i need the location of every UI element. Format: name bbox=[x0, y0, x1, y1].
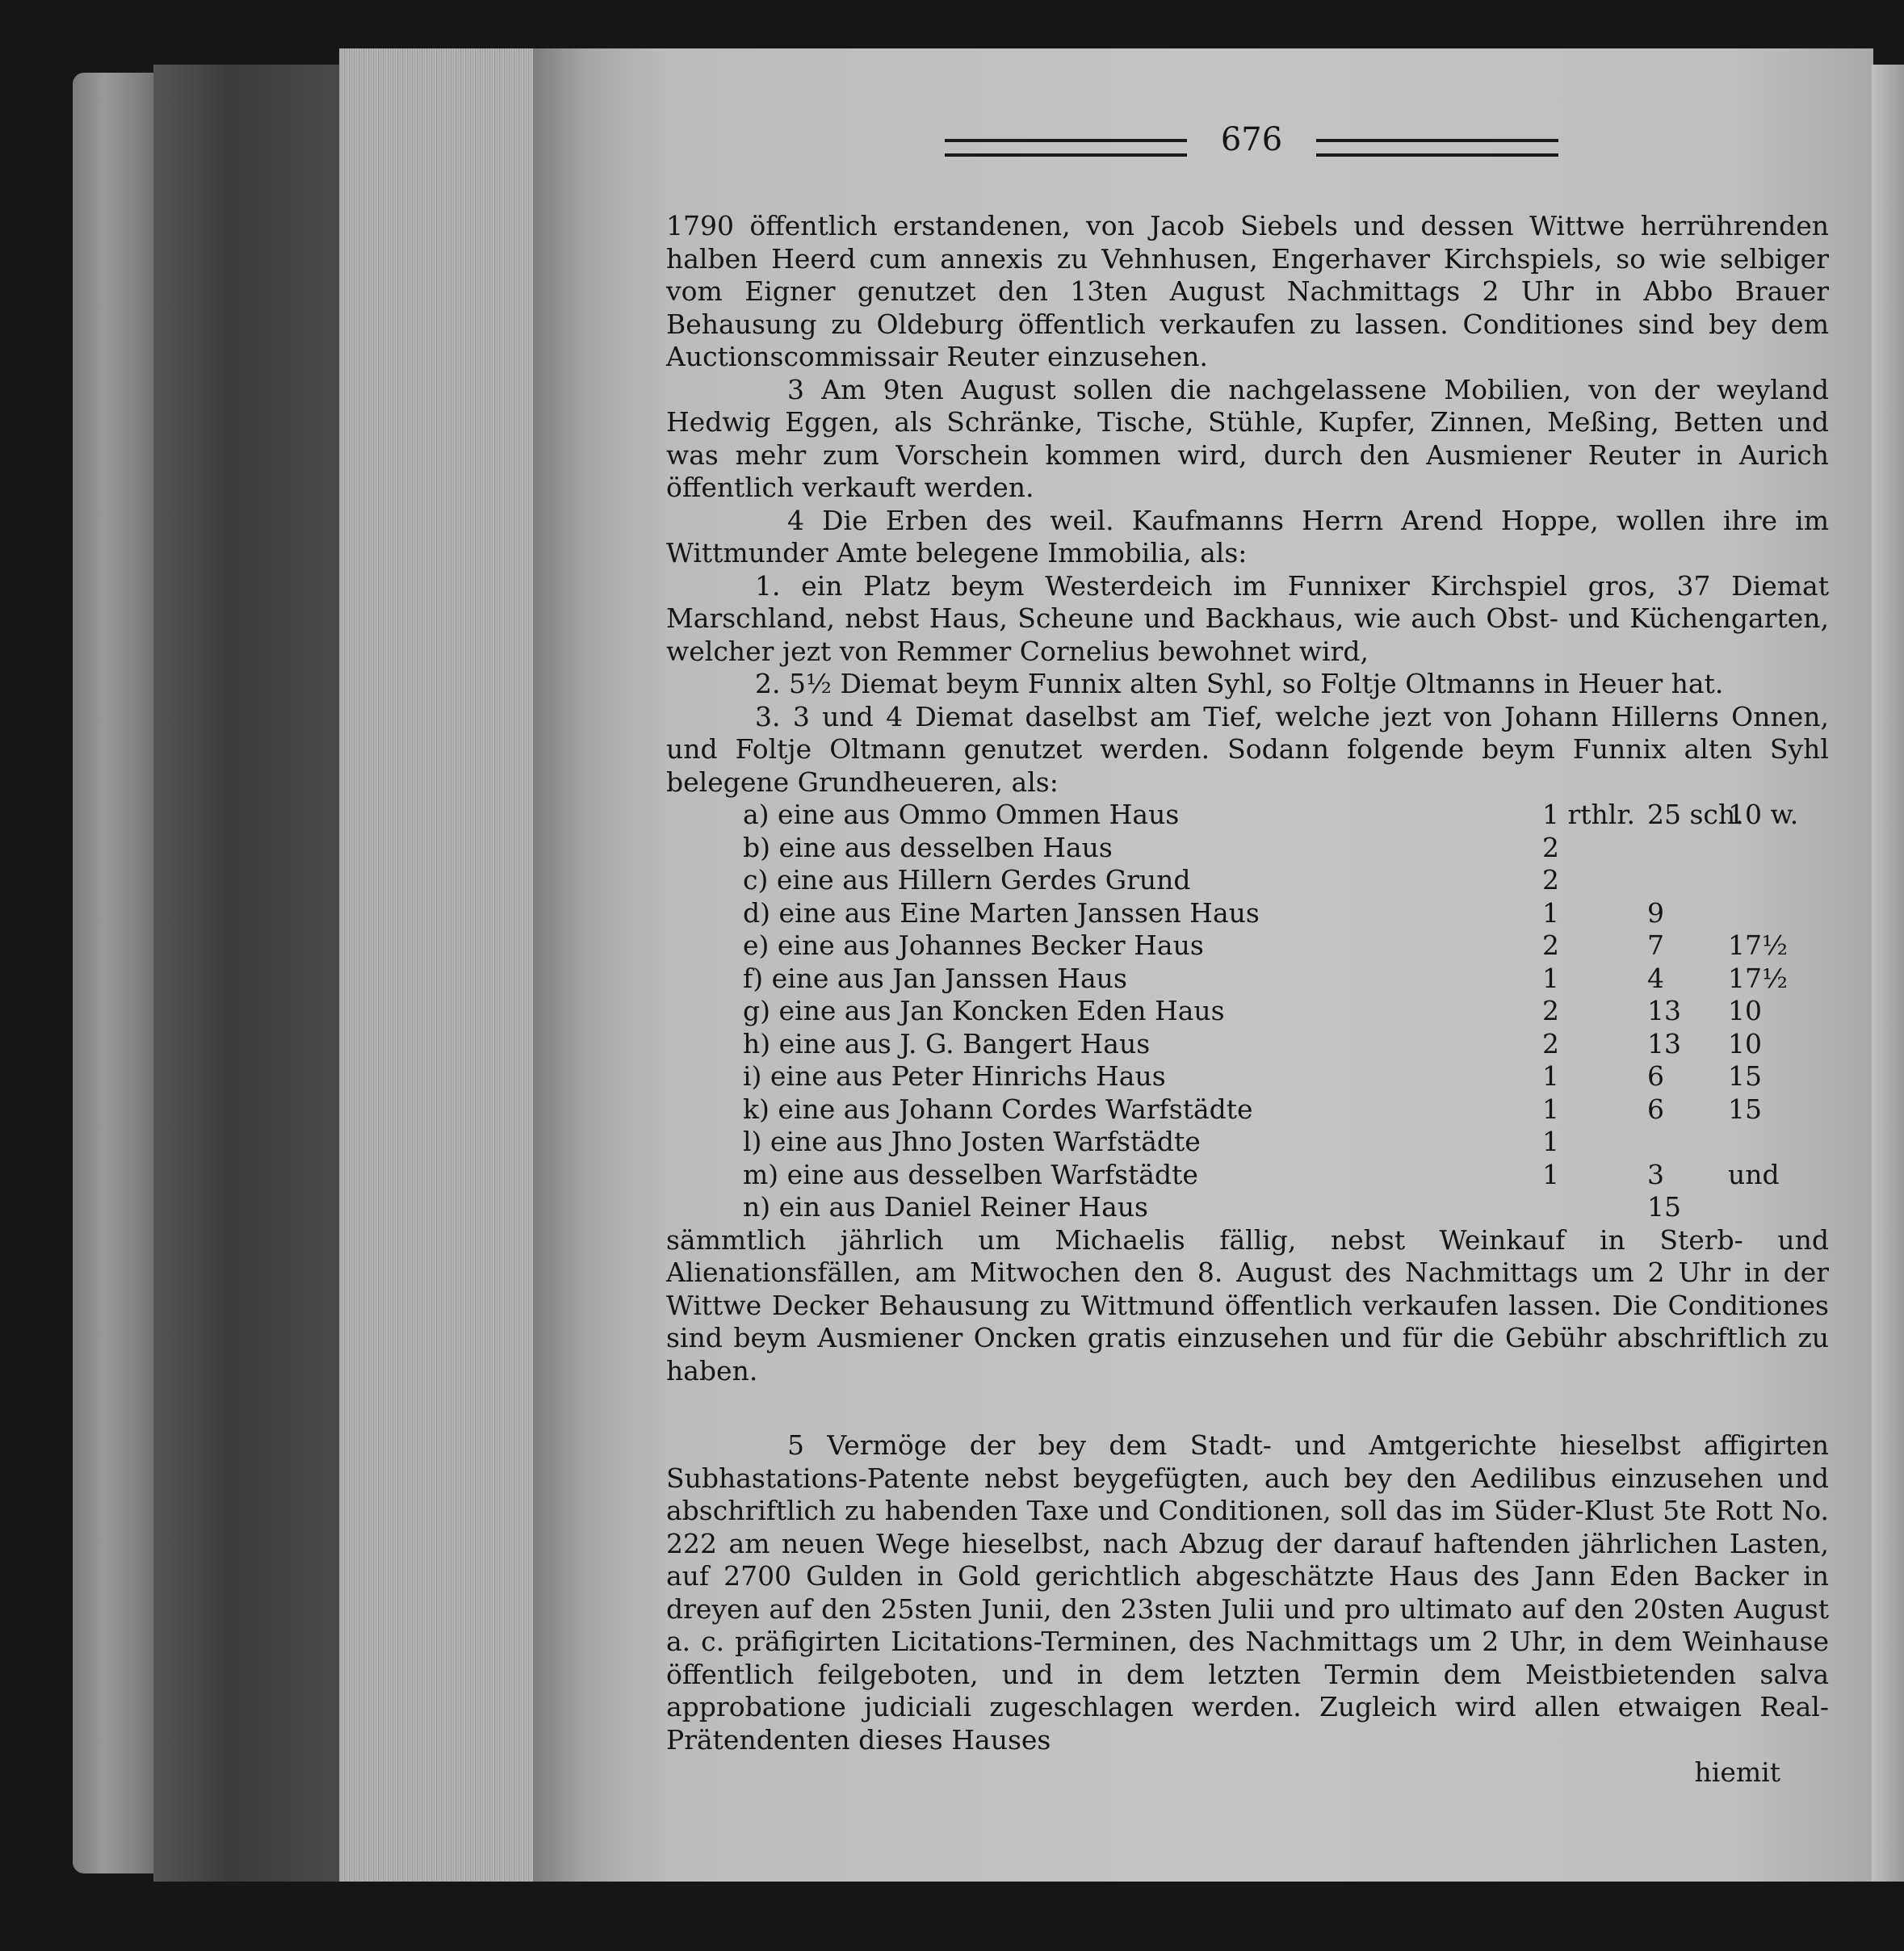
page-body bbox=[666, 210, 1829, 1789]
table-row: m) eine aus desselben Warfstädte 1 3 und bbox=[743, 1158, 1780, 1190]
page-header bbox=[945, 121, 1558, 170]
paragraph-after-table: sämmtlich jährlich um Michaelis fällig, nebst Weinkauf in Sterb- und Alienationsfällen, am Mitwochen den 8. August des Nachmittags um 2 Uhr in der Wittwe Decker Behausung zu Wittmund öffentlich verkaufen lassen. Die Conditiones sind beym Ausmiener Oncken gratis einzusehen und für die Gebühr abschriftlich zu haben. bbox=[666, 1223, 1829, 1387]
list-item-2: 2. 5½ Diemat beym Funnix alten Syhl, so Foltje Oltmanns in Heuer hat. bbox=[755, 668, 1724, 699]
table-row: d) eine aus Eine Marten Janssen Haus 1 9 bbox=[743, 896, 1664, 929]
table-row: k) eine aus Johann Cordes Warfstädte 1 6 15 bbox=[743, 1093, 1762, 1125]
table-row: e) eine aus Johannes Becker Haus 2 7 17½ bbox=[743, 929, 1788, 961]
list-item-1: 1. ein Platz beym Westerdeich im Funnixer Kirchspiel gros, 37 Diemat Marschland, nebst Haus, Scheune und Backhaus, wie auch Obst- und Küchengarten, welcher jezt von Remmer Cornelius bewohnet wird, bbox=[666, 569, 1829, 667]
table-row: f) eine aus Jan Janssen Haus 1 4 17½ bbox=[743, 962, 1788, 994]
table-row: a) eine aus Ommo Ommen Haus 1 rthlr. 25 sch. 10 w. bbox=[743, 799, 1799, 830]
page-number: 676 bbox=[1220, 121, 1283, 158]
paragraph-continued: 1790 öffentlich erstandenen, von Jacob Siebels und dessen Wittwe herrührenden halben Heerd cum annexis zu Vehnhusen, Engerhaver Kirchspiels, so wie selbiger vom Eigner genutzet den 13ten August Nachmittags 2 Uhr in Abbo Brauer Behausung zu Oldeburg öffentlich verkaufen zu lassen. Conditiones sind bey dem Auctionscommissair Reuter einzusehen. bbox=[666, 210, 1829, 372]
book-cover bbox=[73, 73, 161, 1873]
table-row: h) eine aus J. G. Bangert Haus 2 13 10 bbox=[743, 1027, 1762, 1059]
table-row: c) eine aus Hillern Gerdes Grund 2 bbox=[743, 864, 1559, 896]
page-edges bbox=[339, 48, 541, 1882]
table-row: g) eine aus Jan Koncken Eden Haus 2 13 10 bbox=[743, 995, 1762, 1026]
paragraph-gap bbox=[666, 1387, 1829, 1429]
list-item-3: 3. 3 und 4 Diemat daselbst am Tief, welche jezt von Johann Hillerns Onnen, und Foltje Oltmann genutzet werden. Sodann folgende beym Funnix alten Syhl belegene Grundheueren, als: bbox=[666, 700, 1829, 798]
header-rule-right bbox=[1316, 139, 1558, 157]
paragraph-4: 4 Die Erben des weil. Kaufmanns Herrn Arend Hoppe, wollen ihre im Wittmunder Amte belegene Immobilia, als: bbox=[666, 504, 1829, 569]
header-rule-left bbox=[945, 139, 1187, 157]
catchword: hiemit bbox=[1694, 1756, 1780, 1788]
table-row: n) ein aus Daniel Reiner Haus 15 bbox=[743, 1191, 1681, 1223]
paragraph-3: 3 Am 9ten August sollen die nachgelassene Mobilien, von der weyland Hedwig Eggen, als Schränke, Tische, Stühle, Kupfer, Zinnen, Meßing, Betten und was mehr zum Vorschein kommen wird, durch den Ausmiener Reuter in Aurich öffentlich verkauft werden. bbox=[666, 373, 1829, 503]
table-row: b) eine aus desselben Haus 2 bbox=[743, 831, 1559, 863]
grundheuer-table bbox=[666, 799, 1829, 1224]
book-spine-edge bbox=[153, 65, 347, 1882]
paragraph-5: 5 Vermöge der bey dem Stadt- und Amtgerichte hieselbst affigirten Subhastations-Patente nebst beygefügten, auch bey den Aedilibus einzusehen und abschriftlich zu habenden Taxe und Conditionen, soll das im Süder-Klust 5te Rott No. 222 am neuen Wege hieselbst, nach Abzug der darauf haftenden jährlichen Lasten, auf 2700 Gulden in Gold gerichtlich abgeschätzte Haus des Jann Eden Backer in dreyen auf den 25sten Junii, den 23sten Julii und pro ultimato auf den 20sten August a. c. präfigirten Licitations-Terminen, des Nachmittags um 2 Uhr, in dem Weinhause öffentlich feilgeboten, und in dem letzten Termin dem Meistbietenden salva approbatione judiciali zugeschlagen werden. Zugleich wird allen etwaigen Real-Prätendenten dieses Hauses bbox=[666, 1429, 1829, 1756]
facing-page-edge bbox=[1872, 65, 1904, 1882]
table-row: i) eine aus Peter Hinrichs Haus 1 6 15 bbox=[743, 1060, 1762, 1092]
table-row: l) eine aus Jhno Josten Warfstädte 1 bbox=[743, 1126, 1559, 1157]
